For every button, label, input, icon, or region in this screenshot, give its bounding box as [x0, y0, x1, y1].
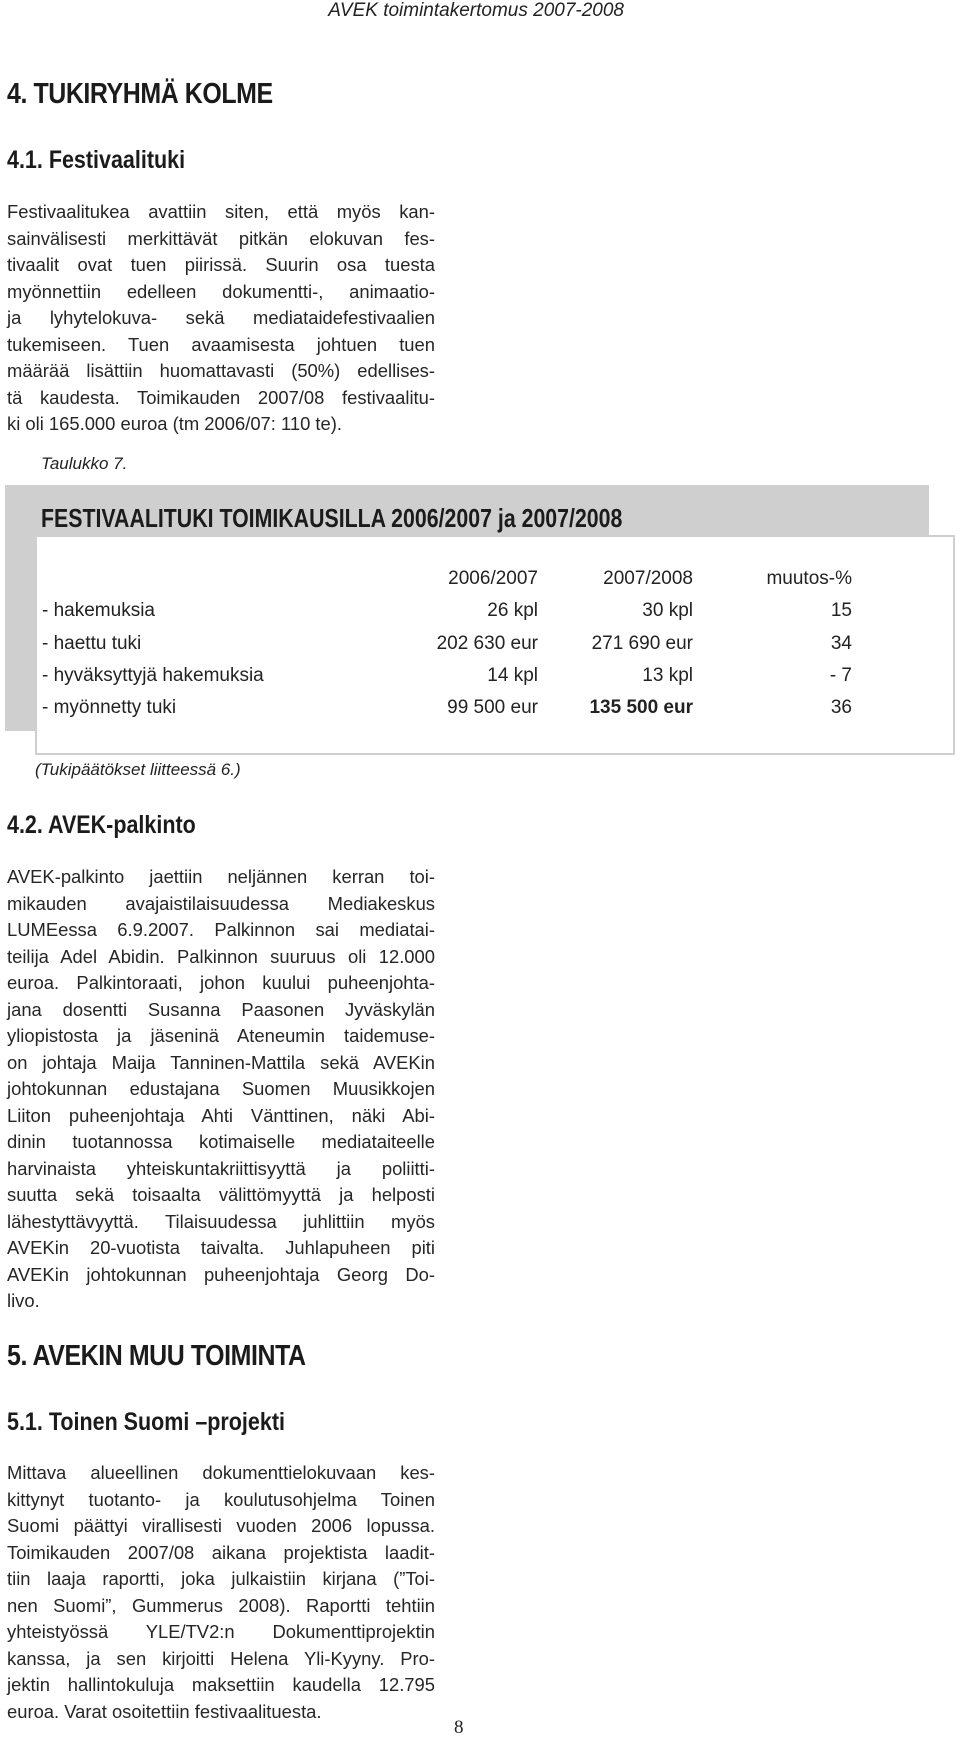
table-label: Taulukko 7.	[41, 454, 128, 473]
paragraph-line: AVEKin 20-vuotista taivalta. Juhlapuheen piti	[7, 1237, 435, 1258]
paragraph-line: on johtaja Maija Tanninen-Mattila sekä AVEKin	[7, 1051, 435, 1073]
paragraph-line: livo.	[7, 1290, 40, 1311]
paragraph-line: ki oli 165.000 euroa (tm 2006/07: 110 te).	[7, 413, 342, 434]
paragraph-line: johtokunnan edustajana Suomen Muusikkojen	[7, 1078, 435, 1099]
paragraph-line: ja lyhytelokuva- sekä mediataidefestivaalien	[7, 307, 435, 328]
section-4-heading: 4. TUKIRYHMÄ KOLME	[7, 78, 273, 110]
section-4-1-heading: 4.1. Festivaalituki	[7, 146, 186, 174]
paragraph-line: teilija Adel Abidin. Palkinnon suuruus oli 12.000	[7, 945, 435, 967]
table-row	[37, 633, 957, 661]
column-header: muutos-%	[766, 568, 852, 589]
paragraph-line: lähestyttävyyttä. Tilaisuudessa juhlittiin myös	[7, 1210, 435, 1232]
paragraph-line: mikauden avajaistilaisuudessa Mediakeskus	[7, 892, 435, 914]
paragraph-line: kittynyt tuotanto- ja koulutusohjelma Toinen	[7, 1488, 435, 1510]
page-number: 8	[454, 1717, 464, 1738]
row-label: - myönnetty tuki	[42, 697, 177, 718]
festival-support-paragraph	[7, 199, 435, 438]
paragraph-line: yliopistosta ja jäseninä Ateneumin taidemuse-	[7, 1025, 435, 1046]
paragraph-line: tukemiseen. Tuen avaamisesta johtuen tuen	[7, 333, 435, 355]
paragraph-line: LUMEessa 6.9.2007. Palkinnon sai mediatai-	[7, 919, 435, 940]
section-4-2-heading: 4.2. AVEK-palkinto	[7, 811, 196, 839]
paragraph-line: harvinaista yhteiskuntakriittisyyttä ja poliitti-	[7, 1157, 435, 1179]
paragraph-line: euroa. Varat osoitettiin festivaalituesta.	[7, 1700, 322, 1722]
table-cell: 26 kpl	[487, 600, 538, 621]
paragraph-line: AVEK-palkinto jaettiin neljännen kerran toi-	[7, 866, 435, 887]
table-cell: 99 500 eur	[447, 697, 538, 718]
toinen-suomi-paragraph	[7, 1460, 435, 1725]
row-label: - hyväksyttyjä hakemuksia	[42, 665, 264, 686]
paragraph-line: euroa. Palkintoraati, johon kuului puheenjohta-	[7, 972, 435, 993]
table-cell: 13 kpl	[642, 665, 693, 686]
paragraph-line: Festivaalitukea avattiin siten, että myös kan-	[7, 201, 435, 222]
paragraph-line: tivaalit ovat tuen piirissä. Suurin osa tuesta	[7, 254, 435, 275]
table-cell: 30 kpl	[642, 600, 693, 621]
table-cell: 271 690 eur	[591, 633, 693, 654]
column-header: 2006/2007	[448, 568, 538, 589]
section-5-heading: 5. AVEKIN MUU TOIMINTA	[7, 1340, 306, 1372]
paragraph-line: yhteistyössä YLE/TV2:n Dokumenttiprojektin	[7, 1621, 435, 1642]
festival-support-table	[35, 535, 955, 755]
table-cell: 135 500 eur	[589, 697, 693, 718]
paragraph-line: kanssa, ja sen kirjoitti Helena Yli-Kyyny. Pro-	[7, 1647, 435, 1669]
column-header: 2007/2008	[603, 568, 693, 589]
table-cell: - 7	[829, 665, 852, 686]
paragraph-line: määrää lisättiin huomattavasti (50%) edellises-	[7, 360, 435, 381]
paragraph-line: myönnettiin edelleen dokumentti-, animaatio-	[7, 280, 435, 302]
running-header: AVEK toimintakertomus 2007-2008	[328, 0, 624, 21]
table-header-row	[37, 568, 957, 596]
paragraph-line: suutta sekä toisaalta välittömyyttä ja helposti	[7, 1184, 435, 1205]
row-label: - hakemuksia	[42, 600, 155, 621]
paragraph-line: tiin laaja raportti, joka julkaistiin kirjana (”Toi-	[7, 1568, 435, 1589]
paragraph-line: Mittava alueellinen dokumenttielokuvaan kes-	[7, 1462, 435, 1483]
section-5-1-heading: 5.1. Toinen Suomi –projekti	[7, 1408, 285, 1436]
paragraph-line: Suomi päättyi virallisesti vuoden 2006 lopussa.	[7, 1515, 435, 1536]
table-cell: 14 kpl	[487, 665, 538, 686]
paragraph-line: AVEKin johtokunnan puheenjohtaja Georg Do-	[7, 1263, 435, 1285]
paragraph-line: Toimikauden 2007/08 aikana projektista laadit-	[7, 1541, 435, 1563]
paragraph-line: nen Suomi”, Gummerus 2008). Raportti tehtiin	[7, 1594, 435, 1616]
avek-award-paragraph	[7, 864, 435, 1315]
table-row	[37, 697, 957, 725]
table-cell: 36	[830, 697, 852, 718]
table-cell: 34	[830, 633, 852, 654]
paragraph-line: jana dosentti Susanna Paasonen Jyväskylän	[7, 998, 435, 1020]
table-note: (Tukipäätökset liitteessä 6.)	[35, 760, 241, 779]
table-row	[37, 665, 957, 693]
paragraph-line: tä kaudesta. Toimikauden 2007/08 festivaalitu-	[7, 386, 435, 408]
paragraph-line: jektin hallintokuluja maksettiin kaudella 12.795	[7, 1674, 435, 1695]
paragraph-line: Liiton puheenjohtaja Ahti Vänttinen, näki Abi-	[7, 1104, 435, 1126]
row-label: - haettu tuki	[42, 633, 142, 654]
table-cell: 202 630 eur	[436, 633, 538, 654]
paragraph-line: sainvälisesti merkittävät pitkän elokuvan fes-	[7, 227, 435, 249]
table-row	[37, 600, 957, 628]
table-cell: 15	[830, 600, 852, 621]
table-title: FESTIVAALITUKI TOIMIKAUSILLA 2006/2007 ja 2007/2008	[41, 503, 623, 533]
paragraph-line: dinin tuotannossa kotimaiselle mediataiteelle	[7, 1131, 435, 1152]
